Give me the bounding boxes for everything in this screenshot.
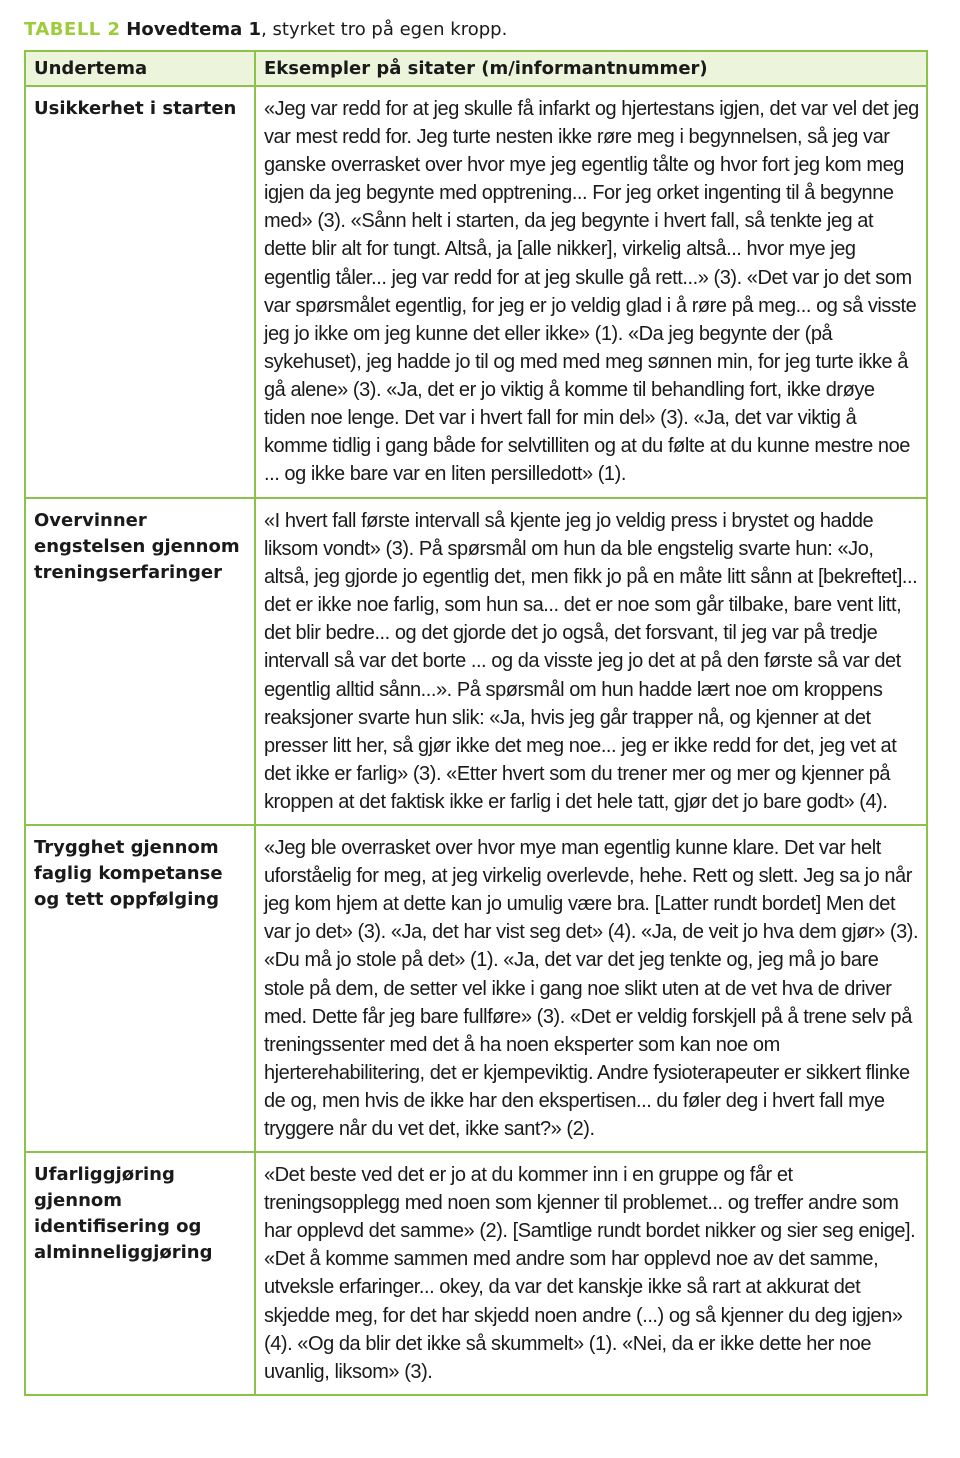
header-examples: Eksempler på sitater (m/informantnummer) (255, 51, 927, 86)
subtheme-cell: Trygghet gjennom faglig kompetanse og tett oppfølging (25, 825, 255, 1152)
table-row (25, 498, 927, 825)
quote-cell: «Jeg ble overrasket over hvor mye man egentlig kunne klare. Det var helt uforståelig for meg, at jeg virkelig overlevde, hehe. Rett og slett. Jeg sa jo når jeg kom hjem at dette kan jo umulig være bra. [Latter rundt bordet] Men det var jo det» (3). «Ja, det har vist seg det» (4). «Ja, de veit jo hva dem gjør» (3). «Du må jo stole på det» (1). «Ja, det var det jeg tenkte og, jeg må jo bare stole på dem, de setter vel ikke i gang noe slikt uten at de vet hva de driver med. Dette får jeg bare fullføre» (3). «Det er veldig forskjell på å trene selv på treningssenter med det å ha noen eksperter som kan noe om hjerterehabilitering, det er kjempeviktig. Andre fysioterapeuter er sikkert flinke de og, men hvis de ikke har den ekspertisen... du føler deg i hvert fall mye tryggere når du vet det, ikke sant?» (2). (255, 825, 927, 1152)
quote-cell: «Jeg var redd for at jeg skulle få infarkt og hjertestans igjen, det var vel det jeg var mest redd for. Jeg turte nesten ikke røre meg i begynnelsen, så jeg var ganske overrasket over hvor mye jeg egentlig tålte og hvor fort jeg kom meg igjen da jeg begynte med opptrening... For jeg orket ingenting til å begynne med» (3). «Sånn helt i starten, da jeg begynte i hvert fall, så tenkte jeg at dette blir alt for tungt. Altså, ja [alle nikker], virkelig altså... hvor mye jeg egentlig tåler... jeg var redd for at jeg skulle gå rett...» (3). «Det var jo det som var spørsmålet egentlig, for jeg er jo veldig glad i å røre på meg... og så visste jeg jo ikke om jeg kunne det eller ikke» (1). «Da jeg begynte der (på sykehuset), jeg hadde jo til og med med meg sønnen min, for jeg turte ikke å gå alene» (3). «Ja, det er jo viktig å komme til behandling fort, ikke drøye tiden noe lenge. Det var i hvert fall for min del» (3). «Ja, det var viktig å komme tidlig i gang både for selvtilliten og at du følte at du kunne mestre noe ... og ikke bare var en liten persilledott» (1). (255, 86, 927, 498)
quote-cell: «I hvert fall første intervall så kjente jeg jo veldig press i brystet og hadde liksom vondt» (3). På spørsmål om hun da ble engstelig svarte hun: «Jo, altså, jeg gjorde jo egentlig det, men fikk jo på en måte litt sånn at [bekreftet]... det er ikke noe farlig, som hun sa... det er noe som går tilbake, bare vent litt, det blir bedre... og det gjorde det jo også, det forsvant, til jeg var på tredje intervall så var det borte ... og da visste jeg jo det at på den første så var det egentlig alltid sånn...». På spørsmål om hun hadde lært noe om kroppens reaksjoner svarte hun slik: «Ja, hvis jeg går trapper nå, og kjenner at det presser litt her, så gjør ikke det meg noe... jeg er ikke redd for det, jeg vet at det ikke er farlig» (3). «Etter hvert som du trener mer og mer og kjenner på kroppen at det faktisk ikke er farlig i det hele tatt, gjør det jo bare godt» (4). (255, 498, 927, 825)
table-title: Hovedtema 1 (126, 19, 262, 40)
table-row (25, 1152, 927, 1395)
subtheme-cell: Overvinner engstelsen gjennom treningserfaringer (25, 498, 255, 825)
header-subtheme: Undertema (25, 51, 255, 86)
table-label: TABELL 2 (24, 19, 121, 40)
header-row (25, 51, 927, 86)
table-row (25, 825, 927, 1152)
table-row (25, 86, 927, 498)
table-caption (24, 18, 507, 42)
table-subtitle: , styrket tro på egen kropp. (261, 19, 508, 40)
quote-cell: «Det beste ved det er jo at du kommer inn i en gruppe og får et treningsopplegg med noen som kjenner til problemet... og treffer andre som har opplevd det samme» (2). [Samtlige rundt bordet nikker og sier seg enige]. «Det å komme sammen med andre som har opplevd noe av det samme, utveksle erfaringer... okey, da var det kanskje ikke så rart at akkurat det skjedde meg, for det har skjedd noen andre (...) og så kjenner du deg igjen» (4). «Og da blir det ikke så skummelt» (1). «Nei, da er ikke dette her noe uvanlig, liksom» (3). (255, 1152, 927, 1395)
subtheme-cell: Usikkerhet i starten (25, 86, 255, 498)
quotes-table (24, 50, 928, 1396)
subtheme-cell: Ufarliggjøring gjennom identifisering og alminneliggjøring (25, 1152, 255, 1395)
